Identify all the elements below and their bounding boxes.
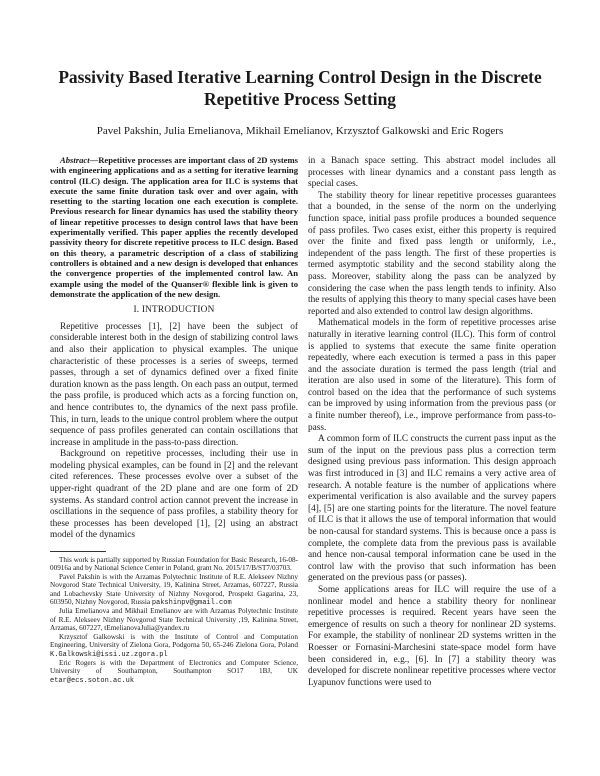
footnotes — [50, 556, 298, 685]
abstract-label: Abstract — [60, 155, 90, 165]
right-paragraph-1: The stability theory for linear repetitive processes guarantees that a bounded, in the sense of the norm on the underlying function space, initial pass profile produces a bounded sequence of pass profiles. Two cases exist, either this property is required over the finite and fixed pass length or uniformly, i.e., independent of the pass length. The first of these properties is termed asymptotic stability and the second stability along the pass. Moreover, stability along the pass can be analyzed by considering the case when the pass length tends to infinity. Also the results of applying this theory to many special cases have been reported and also extended to control law design algorithms. — [308, 190, 556, 317]
intro-paragraph-2: Background on repetitive processes, including their use in modeling physical examples, can be found in [2] and the relevant cited references. These processes evolve over a subset of the upper-right quadrant of the 2D plane and are one form of 2D systems. As standard control action cannot prevent the increase in oscillations in the sequence of pass profiles, a stability theory for these processes has been developed [1], [2] using an abstract model of the dynamics — [50, 449, 298, 541]
abstract — [50, 155, 298, 299]
right-paragraph-2: Mathematical models in the form of repetitive processes arise naturally in iterative learning control (ILC). This form of control is applied to systems that execute the same finite operation repeatedly, where each execution is termed a pass in this paper and the associate duration is termed the pass length (trial and iteration are also used in some of the literature). This form of control based on the idea that the performance of such systems can be improved by using information from the previous pass (or a finite number thereof), i.e., improve performance from pass-to-pass. — [308, 318, 556, 433]
email-galkowski[interactable]: K.Galkowski@issi.uz.zgora.pl — [50, 650, 168, 659]
footnote-galkowski — [50, 633, 298, 659]
footnote-funding: This work is partially supported by Russian Foundation for Basic Research, 16-08-00916a and by National Science Center in Poland, grant No. 2015/17/B/ST7/03703. — [50, 556, 298, 573]
right-column — [308, 156, 556, 689]
intro-paragraph-1: Repetitive processes [1], [2] have been the subject of considerable interest both in the design of stabilizing control laws and also their application to physical examples. The unique characteristic of these processes is a series of sweeps, termed passes, through a set of dynamics defined over a fixed finite duration known as the pass length. On each pass an output, termed the pass profile, is produced which acts as a forcing function on, and hence contributes to, the dynamics of the next pass profile. This, in turn, leads to the unique control problem where the output sequence of pass profiles generated can contain oscillations that increase in amplitude in the pass-to-pass direction. — [50, 321, 298, 448]
footnote-rogers — [50, 659, 298, 685]
right-paragraph-3: A common form of ILC constructs the current pass input as the sum of the input on the previous pass plus a correction term designed using previous pass information. This design approach was first introduced in [3] and ILC remains a very active area of research. A notable feature is the number of applications where experimental verification is also available and the survey papers [4], [5] are one starting points for the literature. The novel feature of ILC is that it allows the use of temporal information that would be non-causal for standard systems. This is because once a pass is complete, the complete data from the previous pass is available and hence non-causal temporal information cane be used in the control law with the proviso that such information has been generated on the previous pass (or passes). — [308, 434, 556, 584]
footnote-rogers-text: Eric Rogers is with the Department of Electronics and Computer Science, University of Southampton, Southampton SO17 1BJ, UK — [50, 658, 298, 676]
right-paragraph-4: Some applications areas for ILC will require the use of a nonlinear model and hence a stability theory for nonlinear repetitive processes is required. Recent years have seen the emergence of results on such a theory for nonlinear 2D systems. For example, the stability of nonlinear 2D systems written in the Roesser or Fornasini-Marchesini state-space model form have been considered in, e.g., [6]. In [7] a stability theory was developed for discrete nonlinear repetitive processes where vector Lyapunov functions were used to — [308, 584, 556, 688]
paper-title: Passivity Based Iterative Learning Control Design in the Discrete Repetitive Process Setting — [58, 67, 542, 109]
footnote-galkowski-text: Krzysztof Galkowski is with the Institute of Control and Computation Engineering, University of Zielona Gora, Podgorna 50, 65-246 Zielona Gora, Poland — [50, 632, 298, 650]
author-list: Pavel Pakshin, Julia Emelianova, Mikhail Emelianov, Krzysztof Galkowski and Eric Rogers — [96, 125, 504, 137]
footnote-pakshin-text: Pavel Pakshin is with the Arzamas Polytechnic Institute of R.E. Alekseev Nizhny Novgorod State Technical University, 19, Kalinina Street, Arzamas, 607227, Russia and Lobachevsky State University of Nizhny Novgorod, Prospekt Gagarina, 23, 603950, Nizhny Novgorod, Russia — [50, 572, 298, 607]
footnote-divider — [50, 551, 106, 552]
abstract-dash: — — [89, 155, 99, 165]
section-heading-introduction: I. INTRODUCTION — [133, 305, 215, 316]
right-paragraph-0: in a Banach space setting. This abstract model includes all processes with linear dynamics and a constant pass length as special cases. — [308, 156, 556, 190]
email-rogers[interactable]: etar@ecs.soton.ac.uk — [50, 676, 135, 685]
footnote-pakshin — [50, 573, 298, 608]
email-pakshin[interactable]: pakshinpv@gmail.com — [151, 599, 232, 608]
footnote-emelianov: Julia Emelianova and Mikhail Emelianov are with Arzamas Polytechnic Institute of R.E. Alekseev Nizhny Novgorod State Technical University ,19, Kalinina Street, Arzamas, 607227, tEmelianovaJulia@yandex.ru — [50, 607, 298, 633]
left-column — [50, 155, 298, 685]
abstract-body: Repetitive processes are important class of 2D systems with engineering applications and as a setting for iterative learning control (ILC) design. The application area for ILC is systems that execute the same finite duration task over and over again, with resetting to the starting location one each execution is complete. Previous research for linear dynamics has used the stability theory of linear repetitive processes to design control laws that have been experimentally verified. This paper applies the recently developed passivity theory for discrete repetitive process to ILC design. Based on this theory, a parametric description of a class of stabilizing controllers is obtained and a new design is developed that enhances the convergence properties of the implemented control law. An example using the model of the Quanser® flexible link is given to demonstrate the application of the new design. — [50, 155, 298, 299]
